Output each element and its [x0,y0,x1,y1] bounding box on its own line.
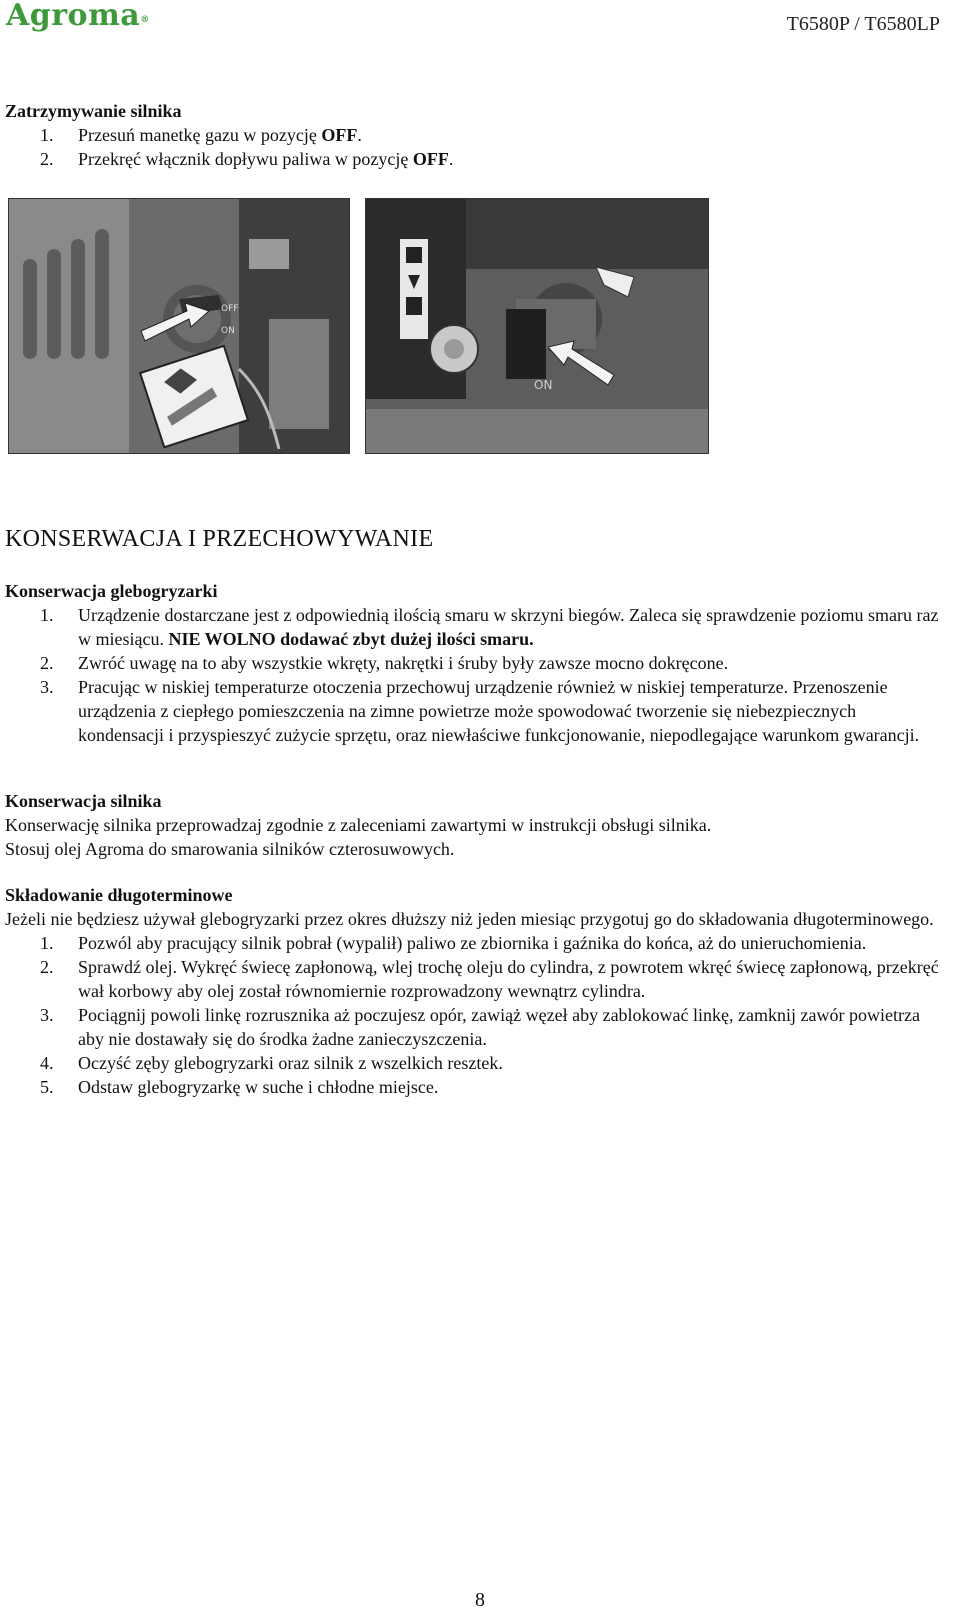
list-tail: . [448,149,454,169]
off-label: OFF [221,304,239,314]
maintenance-section [5,524,945,554]
list-item [5,955,945,1003]
list-item [5,675,945,747]
list-text: Pozwól aby pracujący silnik pobrał (wypalił) paliwo ze zbiornika i gaźnika do końca, aż do unieruchomienia. [78,933,867,953]
photo-throttle-lever [8,198,350,454]
list-number: 2. [40,957,54,977]
stop-engine-section [5,99,945,171]
list-item [5,1051,945,1075]
photo-fuel-valve [365,198,709,454]
on-label: ON [534,378,553,392]
list-text: Urządzenie dostarczane jest z odpowiednią ilością smaru w skrzyni biegów. Zaleca się sprawdzenie poziomu smaru raz w miesiącu. [78,605,939,649]
engine-maintenance-line1: Konserwację silnika przeprowadzaj zgodnie z zaleceniami zawartymi w instrukcji obsługi silnika. [5,815,712,835]
list-number: 4. [40,1053,54,1073]
list-text: Sprawdź olej. Wykręć świecę zapłonową, wlej trochę oleju do cylindra, z powrotem wkręć świecę zapłonową, przekręć wał korbowy aby olej został równomiernie rozprowadzony wewnątrz cylindra. [78,957,939,1001]
list-text: Przesuń manetkę gazu w pozycję [78,125,322,145]
tiller-maintenance [5,579,945,747]
list-bold: NIE WOLNO dodawać zbyt dużej ilości smaru. [168,629,534,649]
list-item [5,1075,945,1099]
list-text: Przekręć włącznik dopływu paliwa w pozycję [78,149,413,169]
throttle-lever-illustration [9,199,349,453]
list-item [5,651,945,675]
list-item [5,123,945,147]
model-number: T6580P / T6580LP [786,13,940,35]
engine-maintenance-title: Konserwacja silnika [5,791,162,811]
storage-intro: Jeżeli nie będziesz używał glebogryzarki przez okres dłuższy niż jeden miesiąc przygotuj go do składowania długoterminowego. [5,909,934,929]
long-term-storage [5,883,945,1099]
brand-logo-text: Agroma [6,0,141,33]
registered-mark: ® [140,15,150,25]
list-item [5,603,945,651]
list-number: 1. [40,125,54,145]
storage-title: Składowanie długoterminowe [5,885,233,905]
list-number: 1. [40,933,54,953]
list-item [5,147,945,171]
list-text: Odstaw glebogryzarkę w suche i chłodne miejsce. [78,1077,439,1097]
on-label: ON [221,326,235,336]
brand-logo [6,0,150,34]
list-bold: OFF [412,149,449,169]
list-number: 5. [40,1077,54,1097]
list-tail: . [357,125,362,145]
fuel-valve-illustration [366,199,708,453]
engine-maintenance-line2: Stosuj olej Agroma do smarowania silników czterosuwowych. [5,839,455,859]
stop-engine-list [5,123,945,171]
list-text: Zwróć uwagę na to aby wszystkie wkręty, nakrętki i śruby były zawsze mocno dokręcone. [78,653,729,673]
list-text: Oczyść zęby glebogryzarki oraz silnik z wszelkich resztek. [78,1053,503,1073]
stop-engine-title: Zatrzymywanie silnika [5,101,182,121]
storage-list [5,931,945,1099]
page-number: 8 [475,1589,485,1611]
tiller-maintenance-title: Konserwacja glebogryzarki [5,581,218,601]
list-bold: OFF [321,125,358,145]
list-item [5,1003,945,1051]
list-item [5,931,945,955]
list-number: 3. [40,677,54,697]
list-text: Pracując w niskiej temperaturze otoczenia przechowuj urządzenie również w niskiej temperaturze. Przenoszenie urządzenia z ciepłego pomieszczenia na zimne powietrze może spowodować tworzenie się niebezpiecznych kondensacji i przyspieszyć zużycie sprzętu, oraz niewłaściwe funkcjonowanie, niepodlegające warunkom gwarancji. [78,677,920,745]
section-title: KONSERWACJA I PRZECHOWYWANIE [5,526,434,552]
list-number: 3. [40,1005,54,1025]
engine-maintenance [5,789,945,861]
list-number: 2. [40,653,54,673]
tiller-maintenance-list [5,603,945,747]
list-number: 2. [40,149,54,169]
list-number: 1. [40,605,54,625]
list-text: Pociągnij powoli linkę rozrusznika aż poczujesz opór, zawiąż węzeł aby zablokować linkę, zamknij zawór powietrza aby nie dostawały się do środka żadne zanieczyszczenia. [78,1005,920,1049]
